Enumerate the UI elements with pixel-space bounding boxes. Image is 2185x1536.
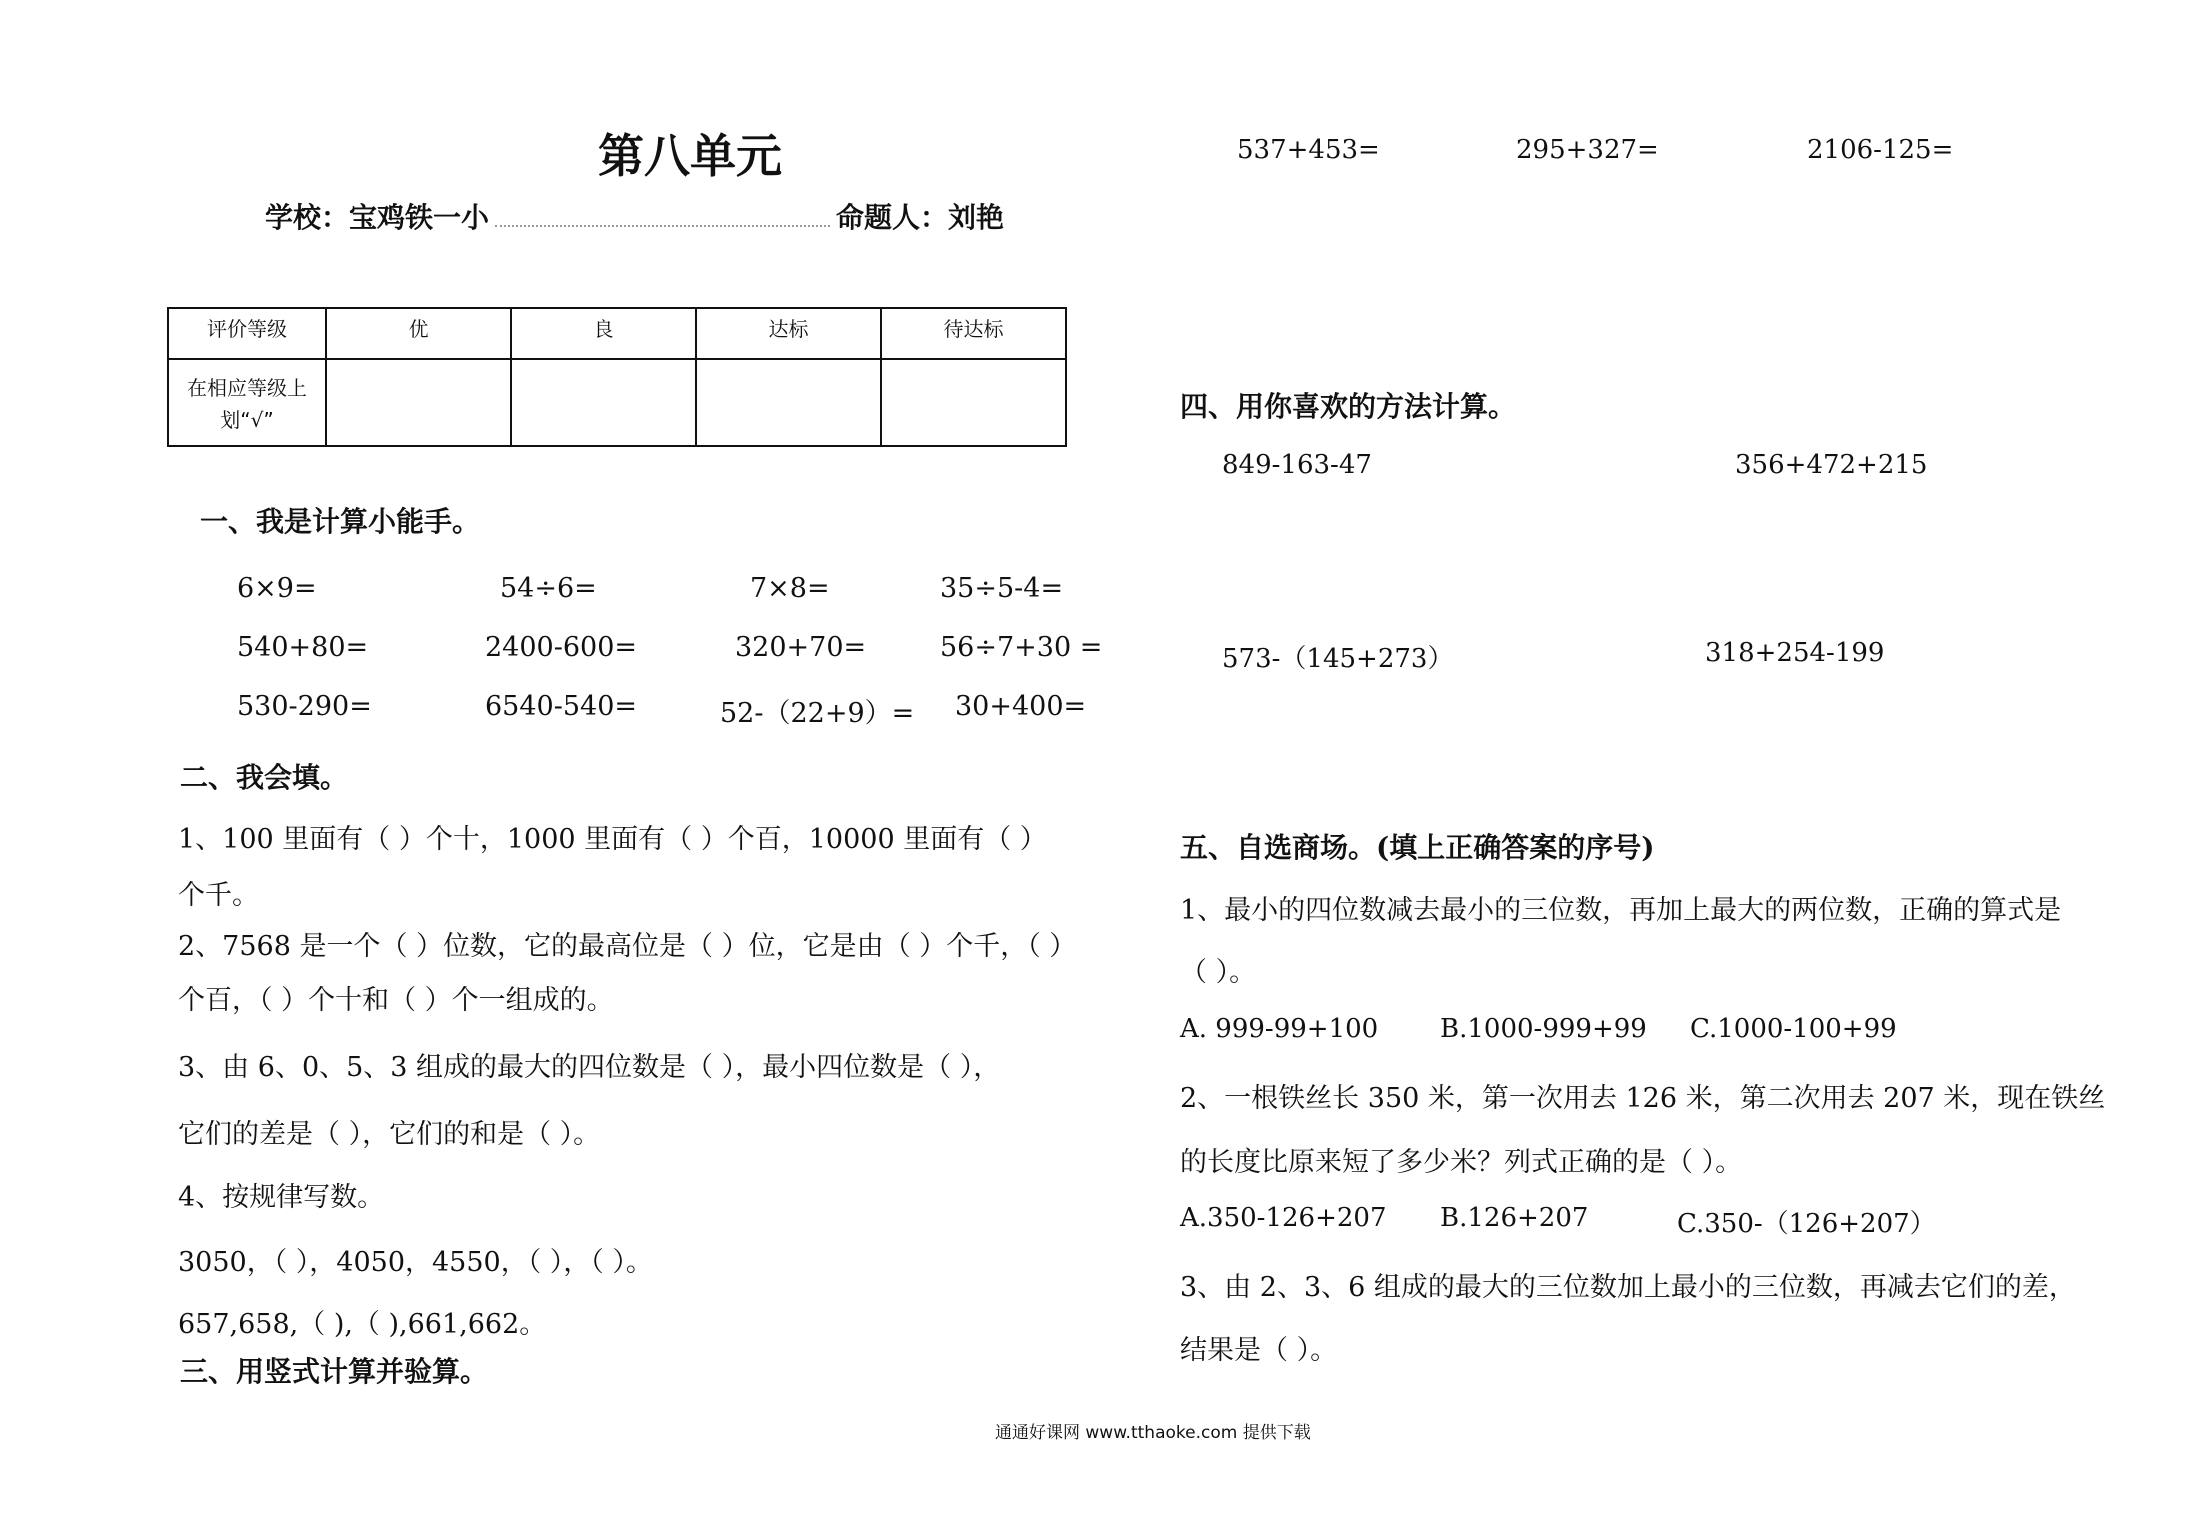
section4-heading: 四、用你喜欢的方法计算。 (1180, 390, 1517, 423)
fill-line: 1、100 里面有（ ）个十，1000 里面有（ ）个百，10000 里面有（ ） (178, 824, 1047, 855)
method-calc-item: 849-163-47 (1222, 450, 1372, 480)
fill-line: 个千。 (178, 880, 259, 911)
method-calc-item: 573-（145+273） (1222, 644, 1454, 674)
dotted-fill-line (495, 217, 830, 227)
evaluation-mark-row (168, 359, 1066, 446)
fill-line: 657,658,（ ),（ ),661,662。 (178, 1309, 547, 1340)
mark-cell-good[interactable] (511, 359, 696, 446)
question-line: 2、一根铁丝长 350 米，第一次用去 126 米，第二次用去 207 米，现在铁丝 (1180, 1083, 2106, 1114)
calc-item: 2400-600= (485, 632, 637, 663)
vertical-calc-item: 537+453= (1237, 135, 1380, 165)
calc-item: 54÷6= (500, 573, 597, 604)
answer-option: B.1000-999+99 (1440, 1014, 1647, 1044)
fill-line: 它们的差是（ ），它们的和是（ ）。 (178, 1119, 601, 1150)
mark-cell-excellent[interactable] (326, 359, 511, 446)
calc-item: 35÷5-4= (940, 573, 1064, 604)
table-header-cell: 待达标 (881, 308, 1066, 359)
table-header-cell: 评价等级 (168, 308, 326, 359)
calc-item: 6×9= (237, 573, 317, 604)
question-line: 结果是（ ）。 (1180, 1335, 1338, 1366)
evaluation-table (167, 307, 1067, 447)
row-label-line1: 在相应等级上 (187, 376, 307, 400)
section5-heading: 五、自选商场。(填上正确答案的序号) (1180, 831, 1655, 864)
answer-option: C.1000-100+99 (1690, 1014, 1897, 1044)
section1-heading: 一、我是计算小能手。 (200, 505, 481, 538)
vertical-calc-item: 2106-125= (1807, 135, 1954, 165)
evaluation-header-row (168, 308, 1066, 359)
method-calc-item: 318+254-199 (1705, 638, 1885, 668)
fill-line: 4、按规律写数。 (178, 1182, 385, 1213)
answer-option: A. 999-99+100 (1180, 1014, 1379, 1044)
table-header-cell: 良 (511, 308, 696, 359)
calc-item: 7×8= (750, 573, 830, 604)
fill-line: 3050，（ ），4050，4550，（ ），（ ）。 (178, 1247, 653, 1278)
author-label: 命题人：刘艳 (836, 201, 1005, 234)
school-label: 学校：宝鸡铁一小 (265, 201, 490, 234)
method-calc-item: 356+472+215 (1735, 450, 1928, 480)
mark-cell-needs-work[interactable] (881, 359, 1066, 446)
answer-option: A.350-126+207 (1180, 1203, 1387, 1233)
section3-heading: 三、用竖式计算并验算。 (180, 1355, 489, 1388)
question-line: 1、最小的四位数减去最小的三位数，再加上最大的两位数，正确的算式是 (1180, 895, 2062, 926)
calc-item: 530-290= (237, 691, 372, 722)
fill-line: 2、7568 是一个（ ）位数，它的最高位是（ ）位，它是由（ ）个千，（ ） (178, 931, 1077, 962)
answer-option: B.126+207 (1440, 1203, 1589, 1233)
row-label-cell (168, 359, 326, 446)
calc-item: 6540-540= (485, 691, 637, 722)
table-header-cell: 优 (326, 308, 511, 359)
vertical-calc-item: 295+327= (1516, 135, 1659, 165)
fill-line: 个百，（ ）个十和（ ）个一组成的。 (178, 985, 614, 1016)
question-line: （ ）。 (1180, 957, 1257, 988)
calc-item: 30+400= (955, 691, 1087, 722)
mark-cell-pass[interactable] (696, 359, 881, 446)
page-title: 第八单元 (598, 129, 782, 183)
section2-heading: 二、我会填。 (180, 761, 349, 794)
row-label-line2: 划“√” (220, 408, 274, 432)
calc-item: 540+80= (237, 632, 369, 663)
question-line: 的长度比原来短了多少米？列式正确的是（ ）。 (1180, 1147, 1743, 1178)
school-line (265, 196, 1004, 236)
fill-line: 3、由 6、0、5、3 组成的最大的四位数是（ ），最小四位数是（ ）， (178, 1052, 1001, 1083)
table-header-cell: 达标 (696, 308, 881, 359)
footer-text: 通通好课网 www.tthaoke.com 提供下载 (995, 1423, 1311, 1443)
calc-item: 56÷7+30 = (940, 632, 1103, 663)
calc-item: 52-（22+9）= (720, 698, 915, 729)
calc-item: 320+70= (735, 632, 867, 663)
question-line: 3、由 2、3、6 组成的最大的三位数加上最小的三位数，再减去它们的差， (1180, 1272, 2076, 1303)
answer-option: C.350-（126+207） (1677, 1209, 1936, 1239)
